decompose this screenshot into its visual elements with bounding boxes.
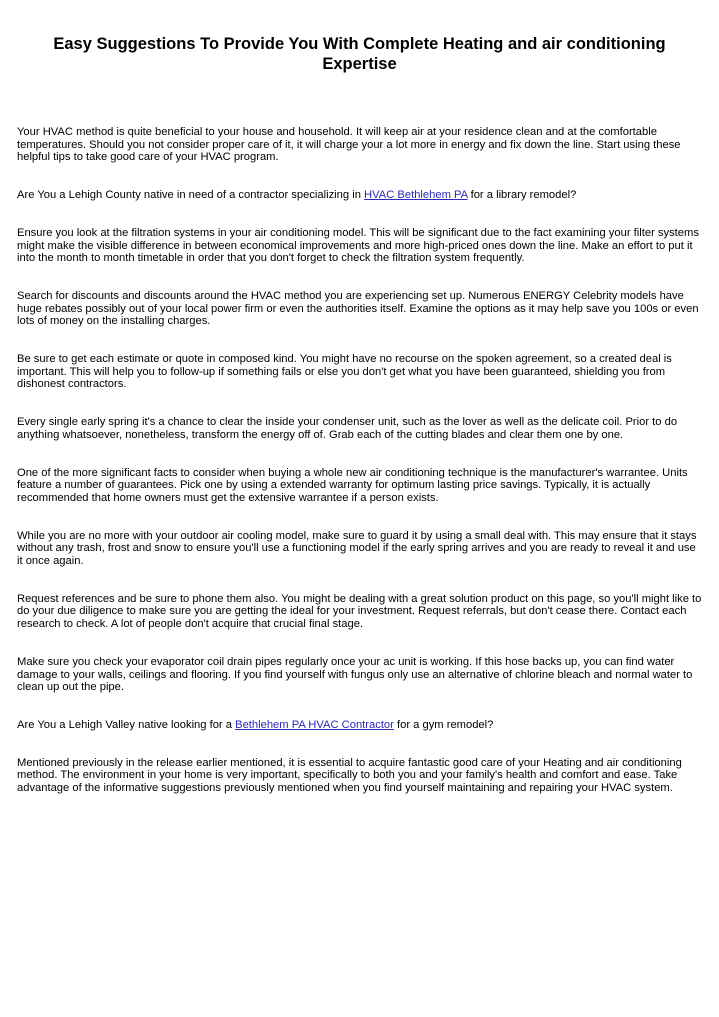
paragraph-condenser: Every single early spring it's a chance to clear the inside your condenser unit, such as the lover as well as the delicate coil. Prior to do anything whatsoever, nonetheless, transform the energy off of. Grab each of the cutting blades and clear them one by one. [17, 416, 678, 441]
paragraph-warrantee: One of the more significant facts to consider when buying a whole new air conditioning technique is the manufacturer's warrantee. Units feature a number of guarantees. Pick one by using a extended warranty for optimum lasting price savings. Typically, it is actually recommended that home owners must get the extensive warrantee if a person exists. [17, 466, 688, 504]
paragraph-outdoor-unit: While you are no more with your outdoor air cooling model, make sure to guard it by using a small deal with. This may ensure that it stays without any trash, frost and snow to ensure you'll use a functioning model if the early spring arrives and you are ready to reveal it and use it once again. [17, 529, 697, 568]
paragraph-references: Request references and be sure to phone them also. You might be dealing with a great solution product on this page, so you'll might like to do your due diligence to make sure you are getting the ideal for your investment. Request referrals, but don't cease there. Contact each research to check. A lot of people don't acquire that crucial final stage. [17, 592, 702, 631]
paragraph-drain-pipes: Make sure you check your evaporator coil drain pipes regularly once your ac unit is working. If this hose backs up, you can find water damage to your walls, ceilings and flooring. If you find yourself with fungus only use an alternative of chlorine bleach and normal water to clean up out the pipe. [17, 655, 693, 694]
article-body [17, 126, 702, 795]
paragraph-conclusion: Mentioned previously in the release earlier mentioned, it is essential to acquire fantastic good care of your Heating and air conditioning method. The environment in your home is very important, specifically to both you and your family's health and comfort and ease. Take advantage of the informative suggestions previously mentioned when you find yourself maintaining and repairing your HVAC system. [17, 756, 682, 795]
paragraph-text: for a library remodel? [467, 189, 577, 202]
bethlehem-hvac-contractor-link[interactable]: Bethlehem PA HVAC Contractor [235, 718, 394, 731]
hvac-bethlehem-link[interactable]: HVAC Bethlehem PA [364, 189, 468, 202]
paragraph-text: Are You a Lehigh Valley native looking for a [17, 718, 236, 731]
paragraph-text: for a gym remodel? [393, 718, 494, 731]
paragraph-estimate: Be sure to get each estimate or quote in composed kind. You might have no recourse on the spoken agreement, so a created deal is important. This will help you to follow-up if something fails or else you don't get what you have been guaranteed, shielding you from dishonest contractors. [17, 353, 672, 391]
page-title: Easy Suggestions To Provide You With Complete Heating and air conditioning Expertise [53, 35, 666, 73]
paragraph-intro: Your HVAC method is quite beneficial to your house and household. It will keep air at your residence clean and at the comfortable temperatures. Should you not consider proper care of it, it will charge your a lot more in energy and fix down the line. Start using these helpful tips to take good care of your HVAC program. [17, 126, 681, 164]
paragraph-discounts: Search for discounts and discounts around the HVAC method you are experiencing set up. Numerous ENERGY Celebrity models have huge rebates possibly out of your local power firm or even the authorities itself. Examine the options as it may help save you 100s or even lots of money on the installing charges. [17, 289, 699, 328]
paragraph-text: Are You a Lehigh County native in need of a contractor specializing in [17, 189, 365, 202]
paragraph-lehigh-valley [17, 719, 702, 732]
paragraph-filtration: Ensure you look at the filtration systems in your air conditioning model. This will be significant due to the fact examining your filter systems might make the visible difference in between economical improvements and more high-priced ones down the line. Make an effort to put it into the month to month timetable in order that you don't forget to check the filtration system frequently. [17, 226, 699, 265]
paragraph-lehigh-county [17, 189, 702, 202]
